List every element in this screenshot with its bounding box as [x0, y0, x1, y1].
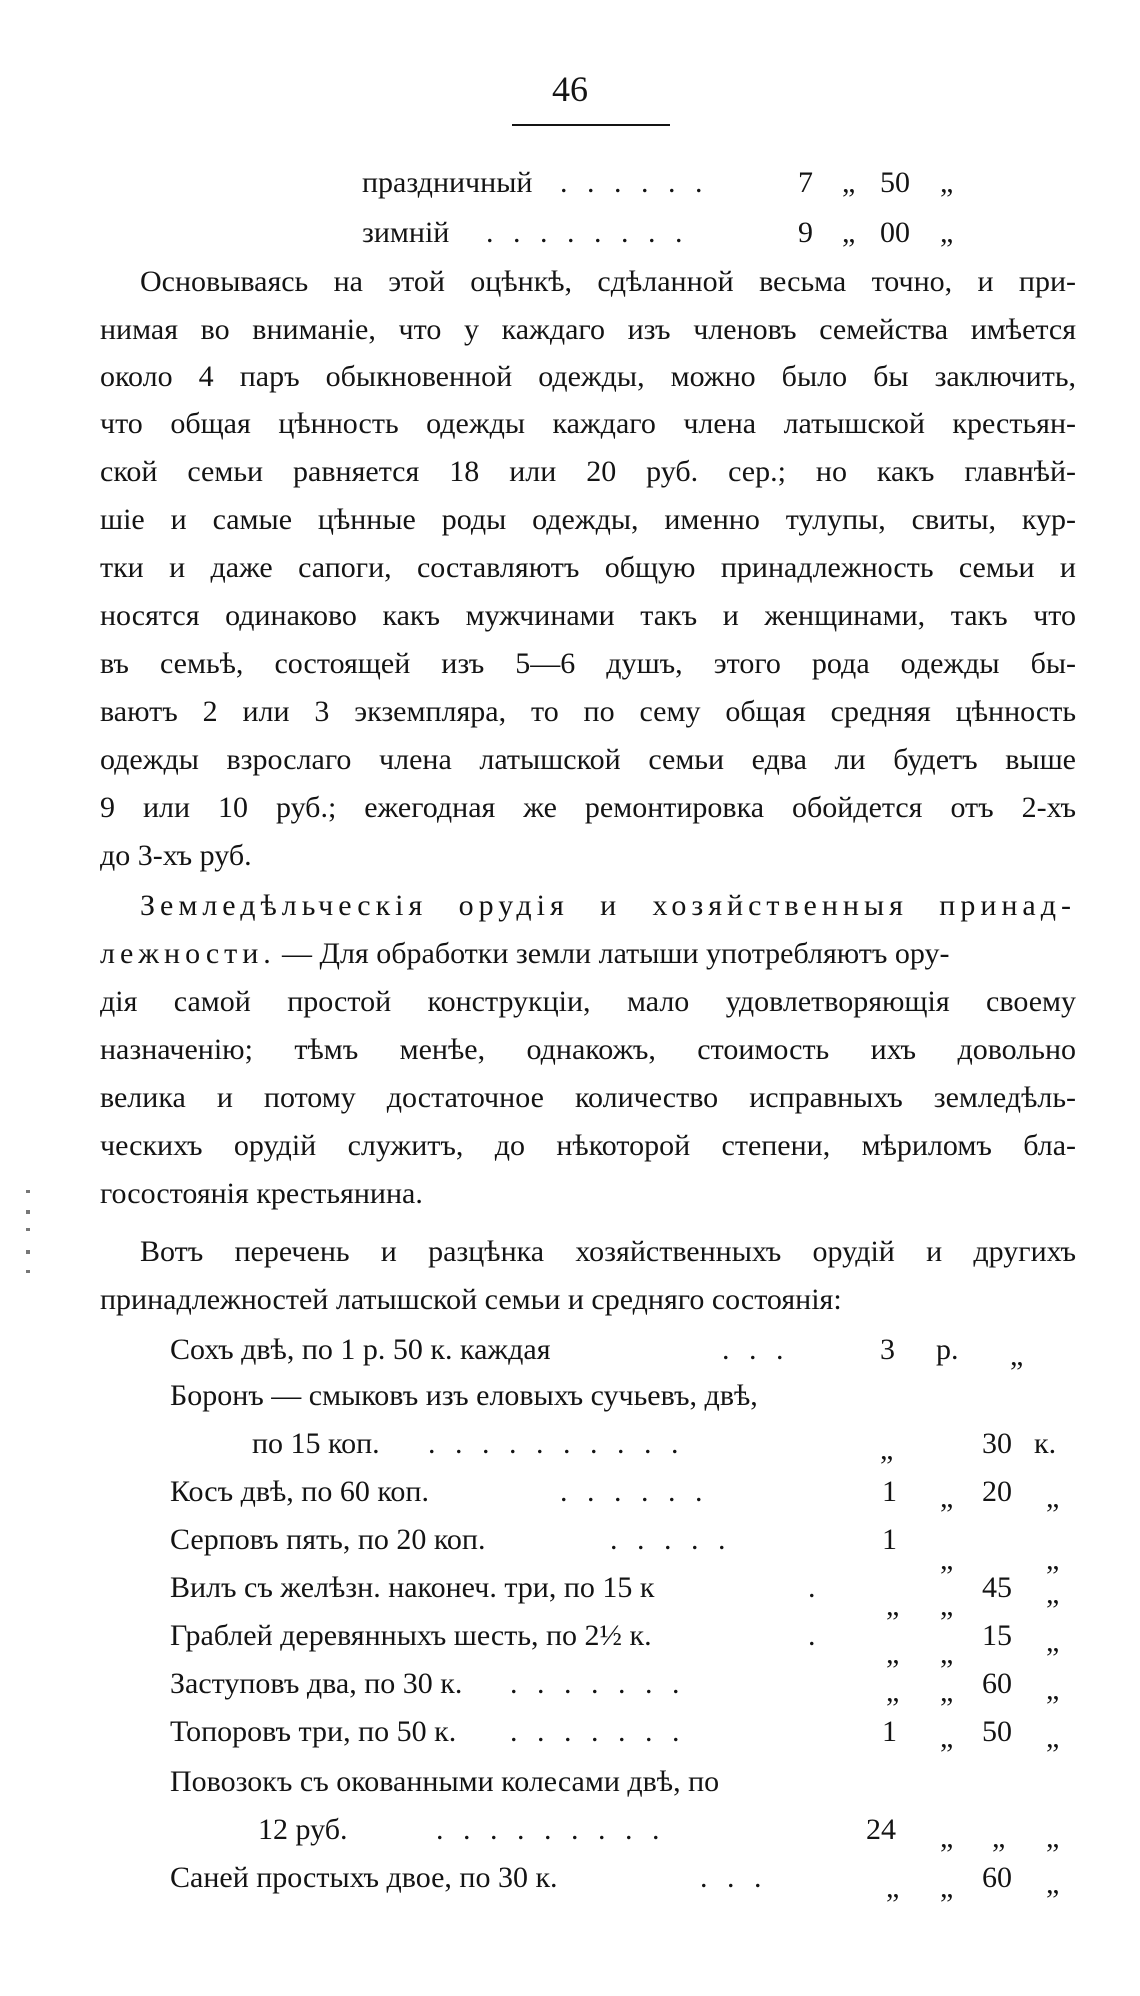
- item-ditto: „: [940, 1637, 954, 1670]
- item-ditto: „: [940, 1675, 954, 1708]
- paragraph-line: тки и даже сапоги, составляютъ общую принадлежность семьи и: [100, 551, 1076, 584]
- top-row-dots: . . . . . . . .: [486, 216, 689, 249]
- item-ditto: „: [886, 1871, 900, 1904]
- item-description-cont: по 15 коп.: [252, 1427, 380, 1460]
- item-description: Серповъ пять, по 20 коп.: [170, 1523, 486, 1556]
- item-description: Топоровъ три, по 50 к.: [170, 1715, 457, 1748]
- item-ditto: „: [1046, 1867, 1060, 1900]
- item-description: Саней простыхъ двое, по 30 к.: [170, 1861, 558, 1894]
- top-row-dots: . . . . . .: [560, 166, 709, 199]
- paragraph-line: что общая цѣнность одежды каждаго члена латышской крестьян-: [100, 407, 1076, 440]
- item-rubles: 1: [882, 1523, 897, 1556]
- item-ditto: „: [940, 1821, 954, 1854]
- scan-speck: [26, 1228, 30, 1231]
- item-description-cont: 12 руб.: [258, 1813, 348, 1846]
- item-ditto: „: [1010, 1339, 1024, 1372]
- paragraph-line: одежды взрослаго члена латышской семьи едва ли будетъ выше: [100, 743, 1076, 776]
- item-ditto: „: [886, 1675, 900, 1708]
- item-ditto: „: [886, 1637, 900, 1670]
- page-number-rule: [512, 124, 670, 126]
- item-rubles: 1: [882, 1715, 897, 1748]
- item-unit: к.: [1034, 1427, 1057, 1460]
- paragraph-line: Вотъ перечень и разцѣнка хозяйственныхъ орудій и другихъ: [140, 1235, 1076, 1268]
- item-ditto: „: [940, 1589, 954, 1622]
- section-heading: Земледѣльческія орудія и хозяйственныя принад-: [140, 889, 1076, 922]
- paragraph-line: 9 или 10 руб.; ежегодная же ремонтировка обойдется отъ 2-хъ: [100, 791, 1076, 824]
- paragraph-line: носятся одинаково какъ мужчинами такъ и женщинами, такъ что: [100, 599, 1076, 632]
- item-ditto: „: [886, 1589, 900, 1622]
- item-ditto: „: [1046, 1543, 1060, 1576]
- item-description: Вилъ съ желѣзн. наконеч. три, по 15 к: [170, 1571, 655, 1604]
- scan-speck: [26, 1270, 30, 1273]
- item-ditto: „: [940, 1543, 954, 1576]
- item-ditto: „: [1046, 1577, 1060, 1610]
- item-dots: .: [808, 1619, 816, 1652]
- item-ditto: „: [940, 1481, 954, 1514]
- paragraph-line: шіе и самые цѣнные роды одежды, именно тулупы, свиты, кур-: [100, 503, 1076, 536]
- item-kopecks: 30: [982, 1427, 1012, 1460]
- page-number: 46: [552, 69, 588, 109]
- item-rubles: 3: [880, 1333, 895, 1366]
- top-row-quote: „: [842, 216, 856, 249]
- top-row-label: зимній: [362, 216, 450, 249]
- scan-speck: [26, 1250, 30, 1254]
- top-row-label: праздничный: [362, 166, 533, 199]
- item-kopecks: 45: [982, 1571, 1012, 1604]
- top-row-kop: 50: [880, 166, 910, 199]
- item-ditto: „: [940, 1721, 954, 1754]
- paragraph-line: ской семьи равняется 18 или 20 руб. сер.; но какъ главнѣй-: [100, 455, 1076, 488]
- item-rubles: 1: [882, 1475, 897, 1508]
- scan-speck: [26, 1190, 30, 1193]
- paragraph-line: около 4 паръ обыкновенной одежды, можно было бы заключить,: [100, 360, 1076, 393]
- item-dots: .: [808, 1571, 816, 1604]
- item-description: Граблей деревянныхъ шесть, по 2½ к.: [170, 1619, 652, 1652]
- paragraph-line: въ семьѣ, состоящей изъ 5—6 душъ, этого рода одежды бы-: [100, 647, 1076, 680]
- scan-speck: [26, 1210, 30, 1214]
- paragraph-line: нимая во вниманіе, что у каждаго изъ членовъ семейства имѣется: [100, 313, 1076, 346]
- item-dots: . . . . .: [610, 1523, 732, 1556]
- item-rubles: 24: [866, 1813, 896, 1846]
- top-row-rub: 9: [798, 216, 813, 249]
- paragraph-line: до 3-хъ руб.: [100, 839, 252, 872]
- item-dots: . . . . . . . . . .: [428, 1427, 685, 1460]
- paragraph-line: велика и потому достаточное количество исправныхъ земледѣль-: [100, 1081, 1076, 1114]
- item-ditto: „: [1046, 1721, 1060, 1754]
- item-dots: . . . . . . . . .: [436, 1813, 666, 1846]
- item-description: Повозокъ съ окованными колесами двѣ, по: [170, 1765, 720, 1798]
- item-ditto: „: [1046, 1625, 1060, 1658]
- item-ditto: „: [1046, 1673, 1060, 1706]
- top-row-quote: „: [940, 216, 954, 249]
- item-unit: р.: [936, 1333, 959, 1366]
- item-ditto: „: [940, 1871, 954, 1904]
- item-description: Заступовъ два, по 30 к.: [170, 1667, 463, 1700]
- item-description: Сохъ двѣ, по 1 р. 50 к. каждая: [170, 1333, 551, 1366]
- paragraph-line: госостоянія крестьянина.: [100, 1177, 423, 1210]
- paragraph-line: Основываясь на этой оцѣнкѣ, сдѣланной весьма точно, и при-: [140, 265, 1076, 298]
- item-dots: . . . . . . .: [510, 1715, 686, 1748]
- top-row-quote: „: [940, 166, 954, 199]
- item-ditto: „: [992, 1821, 1006, 1854]
- item-dots: . . .: [722, 1333, 790, 1366]
- item-dots: . . . . . . .: [510, 1667, 686, 1700]
- item-ditto: „: [880, 1433, 894, 1466]
- paragraph-line: принадлежностей латышской семьи и средняго состоянія:: [100, 1283, 842, 1316]
- item-kopecks: 15: [982, 1619, 1012, 1652]
- paragraph-line: ческихъ орудій служитъ, до нѣкоторой степени, мѣриломъ бла-: [100, 1129, 1076, 1162]
- paragraph-line: дія самой простой конструкціи, мало удовлетворяющія своему: [100, 985, 1076, 1018]
- item-description: Косъ двѣ, по 60 коп.: [170, 1475, 429, 1508]
- section-heading-end: лежности.: [100, 937, 276, 970]
- top-row-kop: 00: [880, 216, 910, 249]
- item-ditto: „: [1046, 1821, 1060, 1854]
- paragraph-line: назначенію; тѣмъ менѣе, однакожъ, стоимость ихъ довольно: [100, 1033, 1076, 1066]
- paragraph-line: — Для обработки земли латыши употребляютъ ору-: [282, 937, 950, 970]
- item-kopecks: 60: [982, 1667, 1012, 1700]
- item-kopecks: 20: [982, 1475, 1012, 1508]
- item-kopecks: 50: [982, 1715, 1012, 1748]
- paragraph-line: ваютъ 2 или 3 экземпляра, то по сему общая средняя цѣнность: [100, 695, 1076, 728]
- top-row-rub: 7: [798, 166, 813, 199]
- item-dots: . . . . . .: [560, 1475, 709, 1508]
- item-ditto: „: [1046, 1481, 1060, 1514]
- top-row-quote: „: [842, 166, 856, 199]
- item-dots: . . .: [700, 1861, 768, 1894]
- item-kopecks: 60: [982, 1861, 1012, 1894]
- item-description: Боронъ — смыковъ изъ еловыхъ сучьевъ, двѣ,: [170, 1379, 758, 1412]
